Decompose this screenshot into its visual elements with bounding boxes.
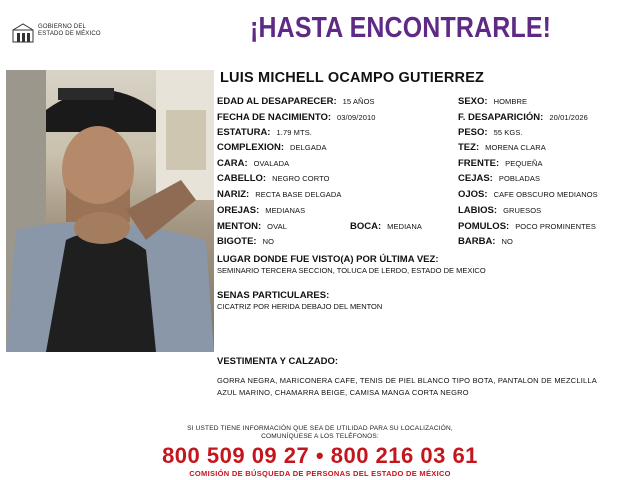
field-label: POMULOS: bbox=[458, 221, 510, 232]
field-value: 15 AÑOS bbox=[342, 97, 375, 106]
field-label: CARA: bbox=[217, 158, 248, 169]
phone-numbers bbox=[0, 443, 640, 469]
field-value: PEQUEÑA bbox=[505, 159, 543, 168]
field-disappearance-date bbox=[458, 112, 588, 123]
field-label: EDAD AL DESAPARECER: bbox=[217, 96, 337, 107]
field-value: POCO PROMINENTES bbox=[515, 222, 596, 231]
field-birthdate bbox=[217, 112, 376, 123]
person-name: LUIS MICHELL OCAMPO GUTIERREZ bbox=[220, 70, 485, 86]
field-eyebrows bbox=[458, 173, 540, 184]
marks-label: SENAS PARTICULARES: bbox=[217, 290, 330, 301]
field-label: BARBA: bbox=[458, 236, 496, 247]
field-beard bbox=[458, 236, 513, 247]
field-label: CABELLO: bbox=[217, 173, 267, 184]
contact-note-line-1: SI USTED TIENE INFORMACIÓN QUE SEA DE UTILIDAD PARA SU LOCALIZACIÓN, bbox=[187, 425, 453, 432]
field-label: CEJAS: bbox=[458, 173, 493, 184]
last-seen-section bbox=[217, 254, 486, 276]
field-mustache bbox=[217, 236, 274, 247]
field-height bbox=[217, 127, 312, 138]
headline: ¡HASTA ENCONTRARLE! bbox=[250, 12, 552, 44]
last-seen-label: LUGAR DONDE FUE VISTO(A) POR ÚLTIMA VEZ: bbox=[217, 254, 439, 265]
field-value: MEDIANAS bbox=[265, 206, 306, 215]
field-label: NARIZ: bbox=[217, 189, 250, 200]
commission-name: COMISIÓN DE BÚSQUEDA DE PERSONAS DEL ESTADO DE MÉXICO bbox=[189, 469, 451, 478]
field-label: F. DESAPARICIÓN: bbox=[458, 112, 544, 123]
field-lips bbox=[458, 205, 541, 216]
contact-note-line-2: COMUNÍQUESE A LOS TELÉFONOS: bbox=[261, 433, 379, 440]
field-label: SEXO: bbox=[458, 96, 488, 107]
field-value: 1.79 MTS. bbox=[276, 128, 312, 137]
field-chin bbox=[217, 221, 287, 232]
field-value: 20/01/2026 bbox=[549, 113, 588, 122]
field-label: BOCA: bbox=[350, 221, 382, 232]
field-value: GRUESOS bbox=[503, 206, 542, 215]
gov-line-1: GOBIERNO DEL bbox=[38, 24, 87, 30]
field-value: DELGADA bbox=[290, 143, 327, 152]
field-value: MORENA CLARA bbox=[485, 143, 546, 152]
government-name bbox=[38, 24, 101, 38]
field-label: FECHA DE NACIMIENTO: bbox=[217, 112, 331, 123]
phone-1[interactable]: 800 509 09 27 bbox=[162, 443, 310, 468]
clothing-value: GORRA NEGRA, MARICONERA CAFE, TENIS DE PIEL BLANCO TIPO BOTA, PANTALON DE MEZCLILLA AZUL MARINO, CHAMARRA BEIGE, CAMISA MANGA CORTA NEGRO bbox=[217, 376, 597, 397]
field-label: BIGOTE: bbox=[217, 236, 257, 247]
gov-line-2: ESTADO DE MÉXICO bbox=[38, 31, 101, 37]
field-value: NO bbox=[262, 237, 275, 246]
field-cheekbones bbox=[458, 221, 596, 232]
field-label: OJOS: bbox=[458, 189, 488, 200]
field-label: FRENTE: bbox=[458, 158, 500, 169]
field-value: CAFE OBSCURO MEDIANOS bbox=[493, 190, 598, 199]
clothing-label: VESTIMENTA Y CALZADO: bbox=[217, 356, 339, 367]
field-value: HOMBRE bbox=[493, 97, 528, 106]
field-eyes bbox=[458, 189, 598, 200]
bullet-separator: • bbox=[315, 443, 331, 468]
last-seen-value: SEMINARIO TERCERA SECCION, TOLUCA DE LERDO, ESTADO DE MEXICO bbox=[217, 266, 486, 275]
field-age bbox=[217, 96, 375, 107]
coat-of-arms-icon bbox=[10, 22, 36, 44]
field-value: RECTA BASE DELGADA bbox=[255, 190, 342, 199]
clothing-section bbox=[217, 356, 338, 367]
field-value: NO bbox=[501, 237, 513, 246]
field-face bbox=[217, 158, 289, 169]
field-value: OVALADA bbox=[253, 159, 290, 168]
field-value: 03/09/2010 bbox=[337, 113, 376, 122]
marks-section bbox=[217, 290, 382, 312]
contact-note bbox=[0, 425, 640, 441]
field-label: ESTATURA: bbox=[217, 127, 271, 138]
field-value: NEGRO CORTO bbox=[272, 174, 330, 183]
field-label: LABIOS: bbox=[458, 205, 498, 216]
field-nose bbox=[217, 189, 341, 200]
field-label: PESO: bbox=[458, 127, 488, 138]
field-value: POBLADAS bbox=[498, 174, 541, 183]
field-label: OREJAS: bbox=[217, 205, 260, 216]
field-value: 55 KGS. bbox=[493, 128, 523, 137]
field-value: OVAL bbox=[267, 222, 288, 231]
field-forehead bbox=[458, 158, 543, 169]
field-label: MENTON: bbox=[217, 221, 262, 232]
field-label: TEZ: bbox=[458, 142, 480, 153]
field-sex bbox=[458, 96, 527, 107]
marks-value: CICATRIZ POR HERIDA DEBAJO DEL MENTON bbox=[217, 302, 383, 311]
phone-2[interactable]: 800 216 03 61 bbox=[330, 443, 478, 468]
field-skin bbox=[458, 142, 546, 153]
field-mouth bbox=[350, 221, 422, 232]
field-hair bbox=[217, 173, 330, 184]
field-build bbox=[217, 142, 327, 153]
field-weight bbox=[458, 127, 523, 138]
field-ears bbox=[217, 205, 305, 216]
field-label: COMPLEXION: bbox=[217, 142, 285, 153]
person-photo bbox=[6, 70, 214, 352]
field-value: MEDIANA bbox=[387, 222, 423, 231]
